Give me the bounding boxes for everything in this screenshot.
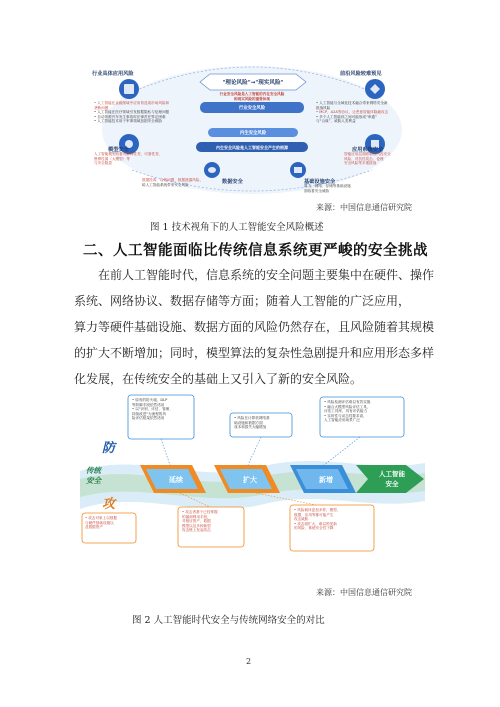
note-line: • 攻击面扩大，难以预见新	[294, 521, 337, 526]
figure-1-node-line: 人工智能模型有着可解释性差、可靠性差、	[94, 152, 163, 156]
figure-1-node-line: • 人工智能与全域化技术融合带来网络安全新	[316, 101, 388, 105]
figure-1-center-red-line-2: 和现实风险的重要体现	[234, 96, 270, 101]
note-line: 攻击链上发起攻击	[182, 528, 211, 533]
paragraph-line: 算力等硬件基础设施、数据方面的风险仍然存在，且风险随着其规模	[74, 320, 435, 334]
figure-1-bar-intrinsic: 内生安全风险	[239, 131, 267, 136]
figure-1-node-title: 模型安全	[108, 147, 129, 153]
figure-1-bar-industry: 行业安全风险	[238, 105, 266, 111]
note-line: 的漏洞利用手段，	[182, 514, 211, 519]
note-line: 模型以及多种新型	[182, 523, 211, 528]
figure-1-node-title: 应用系统安全	[352, 147, 384, 153]
figure-2-top-note-2	[234, 416, 270, 430]
figure-2-stage-expand: 扩大	[243, 476, 257, 484]
figure-1-node-title: 基础设施安全	[304, 179, 336, 185]
figure-1-node-line: 给人工智能系统带来安全风险	[142, 182, 189, 187]
note-line: 的风险，系统安全性下降	[294, 526, 334, 531]
figure-1-bar-root: 内生安全风险是人工智能安全产生的根源	[216, 144, 288, 150]
paragraph-line: 化发展，在传统安全的基础上又引入了新的安全风险。	[74, 372, 363, 386]
page-number: 2	[246, 657, 252, 666]
figure-1-node-line: 挑战风险	[316, 105, 331, 110]
figure-1-node-line: 算力、网络、存储等基础设施	[304, 184, 351, 188]
figure-1-node-line: • 人工智能在金融领域中应用易造成市场风险和	[94, 101, 170, 105]
figure-1-node-line: 鲁棒性弱（大模型）等	[94, 156, 130, 161]
note-line: • 风险检测评估难以有效实施	[324, 400, 371, 404]
figure-1-node-line: 风险、对抗性攻击、伦理	[344, 156, 384, 161]
figure-2-attack-label: 攻	[102, 497, 116, 512]
figure-1-node-line: • 人工智能在医疗领域引发数据隐私与伦理问题	[94, 110, 170, 114]
figure-2-bottom-note-1	[85, 516, 117, 530]
paragraph-line: 系统、网络协议、数据存储等方面；随着人工智能的广泛应用，	[74, 294, 411, 308]
note-line: • 风险在计算机网络基	[234, 416, 270, 420]
figure-1-node-line: 与“合谋”，威胁人类利益	[316, 119, 356, 123]
figure-1-node-line: • 多个人工智能体之间可能形成“串通”	[316, 114, 377, 119]
figure-2	[80, 393, 425, 565]
note-line: 险评估框架依然适用	[132, 416, 165, 421]
note-line: 等防御手段依然适用	[132, 402, 165, 407]
figure-1-node-line: 垄断问题	[94, 105, 109, 110]
figure-2-traditional-label-2: 安全	[86, 476, 101, 485]
figure-2-stage-continue: 延续	[169, 476, 183, 484]
figure-1	[92, 52, 412, 202]
figure-1-node-line: • 自动驾驶汽车发生事故时法律责任界定困难	[94, 114, 166, 119]
note-line: • 攻击者基于已经掌握	[182, 510, 218, 514]
figure-2-traditional-label-1: 传统	[86, 466, 101, 475]
note-line: • 攻击对象上以数据	[85, 516, 118, 520]
figure-1-node-line: • 人工智能技术用于军事领域加剧安全威胁	[94, 119, 162, 123]
note-line: 数据、应用等都可能产生	[294, 512, 334, 517]
figure-2-source: 来源：中国信息通信研究院	[316, 588, 412, 597]
note-line: 评估工具库，具有评估能力	[324, 409, 368, 414]
figure-1-node-line: 数据投毒、合规问题、数据泄露风险，	[142, 178, 204, 182]
figure-2-bottom-note-3	[294, 508, 340, 531]
figure-1-node-title: 行业具体应用风险	[92, 71, 134, 77]
figure-1-node-line: 与安全隐患	[94, 161, 112, 165]
note-line: 对相应资产、数据	[182, 519, 211, 524]
figure-1-caption: 图 1 技术视角下的人工智能安全风险概述	[150, 222, 324, 233]
figure-1-node-title: 数据安全	[222, 179, 243, 185]
figure-1-center-title: "理论风险"→"现实风险"	[222, 80, 284, 86]
note-line: • 以"识别、评估、管理、	[132, 407, 173, 412]
figure-2-stage-new: 新增	[319, 476, 333, 484]
paragraph-line: 在前人工智能时代，信息系统的安全问题主要集中在硬件、操作	[98, 268, 435, 282]
note-line: • 实时性与动态性要求高，	[324, 413, 367, 418]
figure-2-caption: 图 2 人工智能时代安全与传统网络安全的对比	[132, 615, 325, 626]
figure-1-node-line: 安全风险等多重挑战	[344, 161, 377, 165]
note-line: • 融合大模型风险评估工具，	[324, 404, 371, 409]
section-paragraph	[74, 262, 434, 392]
note-line: 础设施和数据方面	[234, 420, 263, 425]
note-line: • 原有的防火墙、DLP	[132, 398, 168, 402]
figure-2-bottom-note-2	[182, 510, 218, 533]
figure-1-source: 来源：中国信息通信研究院	[316, 203, 412, 212]
note-line: • 风险载体更加多样，模型、	[294, 508, 341, 512]
figure-1-node-line: 面临着安全威胁	[304, 188, 330, 193]
figure-2-ai-label-1: 人工智能	[379, 470, 405, 478]
note-line: 与硬件基础设施以	[85, 520, 114, 525]
paragraph-line: 的扩大不断增加；同时，模型算法的复杂性急剧提升和应用形态多样	[74, 346, 435, 360]
note-line: 攻击威胁	[294, 517, 309, 522]
note-line: 成本和损失大幅增加	[234, 425, 267, 430]
figure-2-ai-label-2: 安全	[385, 480, 399, 488]
figure-1-node-title: 前沿风险较难预见	[340, 71, 382, 77]
figure-2-top-note-1	[132, 398, 173, 421]
note-line: 及数据资产	[85, 525, 103, 530]
note-line: 持续改进"为流程的风	[132, 411, 166, 416]
figure-1-node-line: 智能应用层面面临着内容安全	[344, 152, 391, 156]
figure-1-center-red-line-1: 行业安全风险是人工智能的内在安全风险	[219, 92, 285, 96]
section-heading: 二、人工智能面临比传统信息系统更严峻的安全挑战	[83, 243, 428, 259]
figure-2-defense-label: 防	[102, 441, 116, 456]
note-line: 人工智能应用场景广泛	[324, 418, 360, 423]
figure-1-node-line: • MCP、A2A等协议，让恶意智能体隐蔽攻击	[316, 110, 389, 114]
figure-2-top-note-3	[324, 400, 370, 423]
